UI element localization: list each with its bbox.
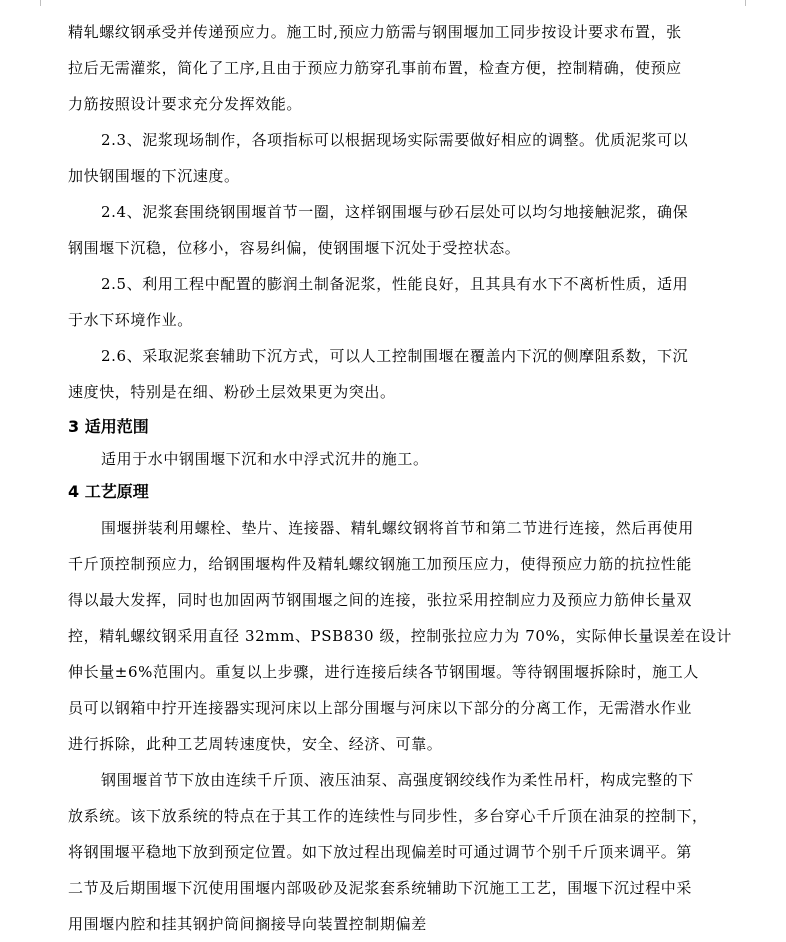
list-item-2-3 [68, 122, 708, 194]
text-line: 速度快，特别是在细、粉砂土层效果更为突出。 [68, 383, 396, 401]
text-line: 精轧螺纹钢承受并传递预应力。施工时,预应力筋需与钢围堰加工同步按设计要求布置，张 [68, 23, 682, 41]
text-line: 进行拆除，此种工艺周转速度快，安全、经济、可靠。 [68, 735, 443, 753]
section-4-paragraph-2 [68, 762, 708, 942]
list-item-2-6 [68, 338, 708, 410]
text-line: 围堰拼装利用螺栓、垫片、连接器、精轧螺纹钢将首节和第二节进行连接，然后再使用 [101, 519, 694, 537]
text-line: 2.3、泥浆现场制作，各项指标可以根据现场实际需要做好相应的调整。优质泥浆可以 [101, 131, 689, 149]
section-3-body [68, 441, 708, 477]
text-line: 钢围堰下沉稳，位移小，容易纠偏，使钢围堰下沉处于受控状态。 [68, 239, 521, 257]
text-line: 得以最大发挥，同时也加固两节钢围堰之间的连接，张拉采用控制应力及预应力筋伸长量双 [68, 591, 693, 609]
text-line: 控，精轧螺纹钢采用直径 32mm、PSB830 级，控制张拉应力为 70%，实际伸长量误差在设计 [68, 627, 733, 645]
section-4-paragraph-1 [68, 510, 733, 762]
text-line: 2.5、利用工程中配置的膨润土制备泥浆，性能良好，且其具有水下不离析性质，适用 [101, 275, 689, 293]
text-line: 将钢围堰平稳地下放到预定位置。如下放过程出现偏差时可通过调节个别千斤顶来调平。第 [68, 843, 693, 861]
text-line: 用围堰内腔和挂其钢护筒间搁接导向装置控制期偏差 [68, 915, 427, 933]
text-line: 加快钢围堰的下沉速度。 [68, 167, 240, 185]
text-line: 适用于水中钢围堰下沉和水中浮式沉井的施工。 [101, 450, 429, 468]
list-item-2-4 [68, 194, 708, 266]
text-line: 拉后无需灌浆，简化了工序,且由于预应力筋穿孔事前布置，检查方便，控制精确，使预应 [68, 59, 682, 77]
text-line: 钢围堰首节下放由连续千斤顶、液压油泵、高强度钢绞线作为柔性吊杆，构成完整的下 [101, 771, 694, 789]
text-line: 2.4、泥浆套围绕钢围堰首节一圈，这样钢围堰与砂石层处可以均匀地接触泥浆，确保 [101, 203, 689, 221]
list-item-2-5 [68, 266, 708, 338]
text-line: 力筋按照设计要求充分发挥效能。 [68, 95, 303, 113]
text-line: 员可以钢箱中拧开连接器实现河床以上部分围堰与河床以下部分的分离工作，无需潜水作业 [68, 699, 693, 717]
paragraph-prestress [68, 14, 708, 122]
section-heading-4: 4 工艺原理 [68, 482, 149, 501]
text-line: 于水下环境作业。 [68, 311, 193, 329]
text-line: 千斤顶控制预应力，给钢围堰构件及精轧螺纹钢施工加预压应力，使得预应力筋的抗拉性能 [68, 555, 693, 573]
text-line: 2.6、采取泥浆套辅助下沉方式，可以人工控制围堰在覆盖内下沉的侧摩阻系数，下沉 [101, 347, 689, 365]
section-heading-3: 3 适用范围 [68, 417, 149, 436]
text-line: 二节及后期围堰下沉使用围堰内部吸砂及泥浆套系统辅助下沉施工工艺，围堰下沉过程中采 [68, 879, 693, 897]
text-line: 伸长量±6%范围内。重复以上步骤，进行连接后续各节钢围堰。等待钢围堰拆除时，施工人 [68, 663, 699, 681]
text-line: 放系统。该下放系统的特点在于其工作的连续性与同步性，多台穿心千斤顶在油泵的控制下， [68, 807, 708, 825]
